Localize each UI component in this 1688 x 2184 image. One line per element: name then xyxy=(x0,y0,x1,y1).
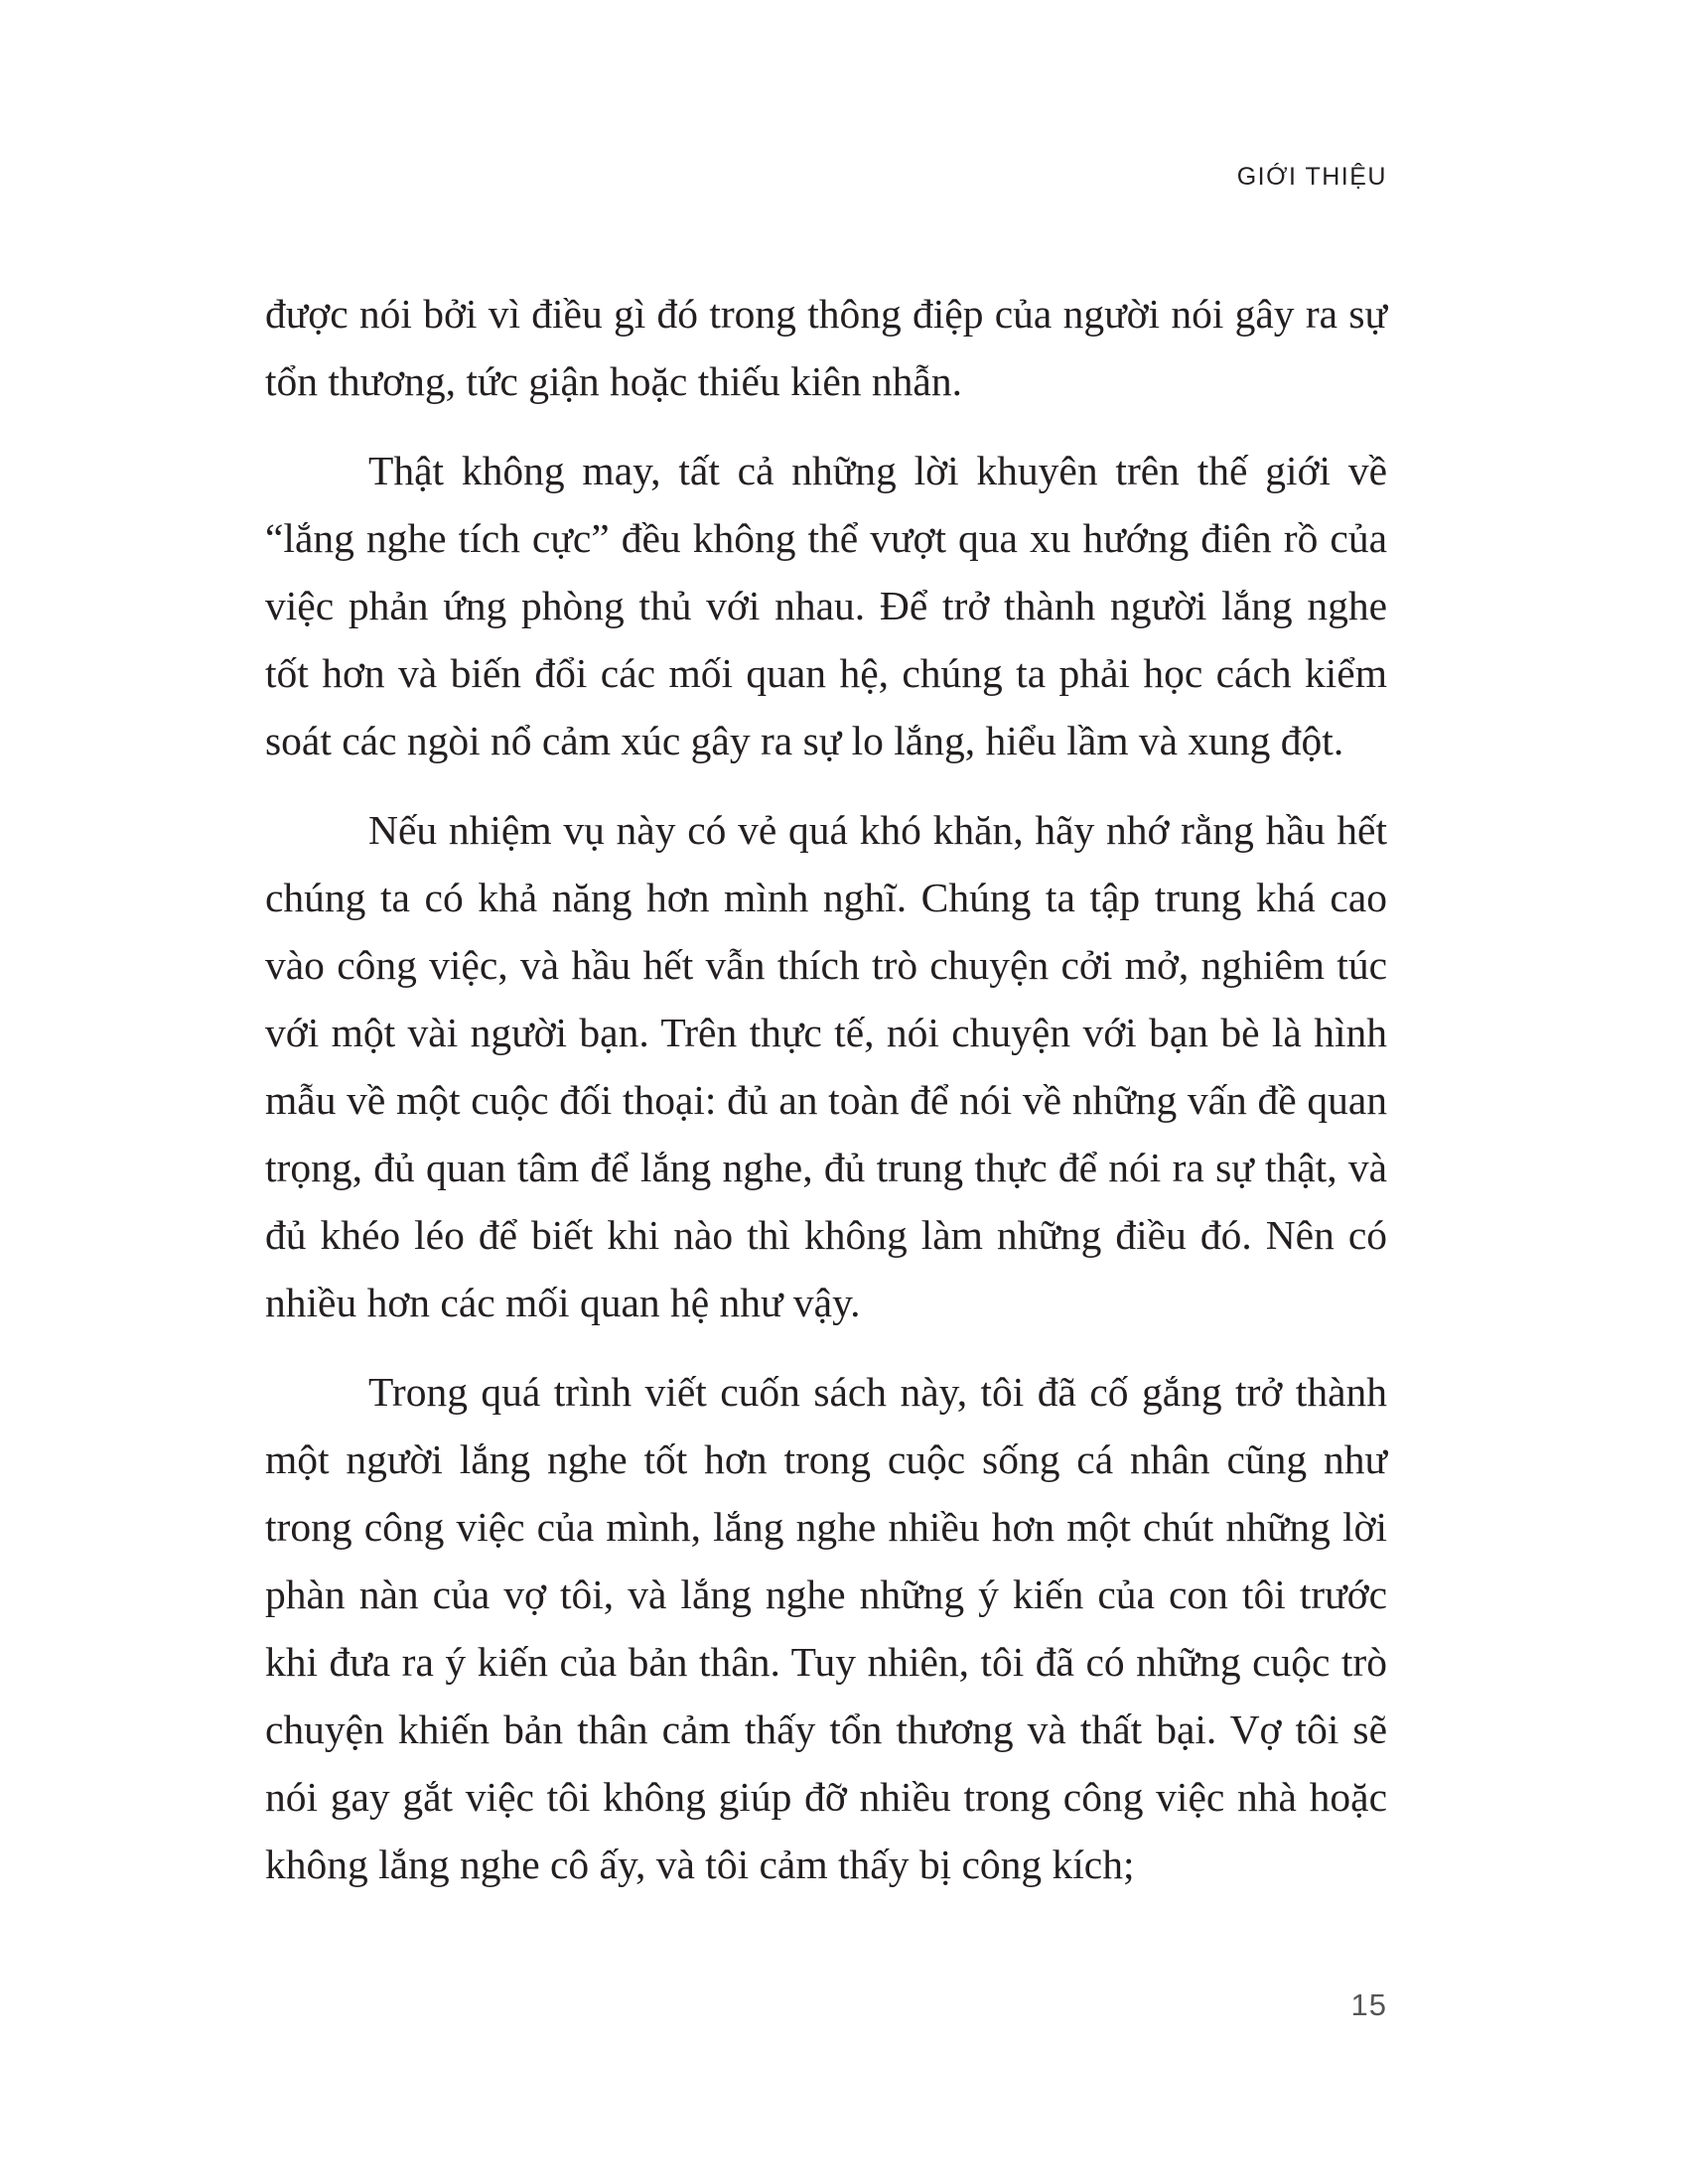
running-head-title: GIỚI THIỆU xyxy=(1236,163,1387,191)
paragraph: Thật không may, tất cả những lời khuyên trên thế giới về “lắng nghe tích cực” đều không thể vượt qua xu hướng điên rồ của việc phản ứng phòng thủ với nhau. Để trở thành người lắng nghe tốt hơn và biến đổi các mối quan hệ, chúng ta phải học cách kiểm soát các ngòi nổ cảm xúc gây ra sự lo lắng, hiểu lầm và xung đột. xyxy=(265,448,1387,763)
page-number: 15 xyxy=(1350,1987,1387,2022)
paragraph-continued: được nói bởi vì điều gì đó trong thông điệp của người nói gây ra sự tổn thương, tức giận hoặc thiếu kiên nhẫn. xyxy=(265,291,1387,404)
paragraph: Nếu nhiệm vụ này có vẻ quá khó khăn, hãy nhớ rằng hầu hết chúng ta có khả năng hơn mình nghĩ. Chúng ta tập trung khá cao vào công việc, và hầu hết vẫn thích trò chuyện cởi mở, nghiêm túc với một vài người bạn. Trên thực tế, nói chuyện với bạn bè là hình mẫu về một cuộc đối thoại: đủ an toàn để nói về những vấn đề quan trọng, đủ quan tâm để lắng nghe, đủ trung thực để nói ra sự thật, và đủ khéo léo để biết khi nào thì không làm những điều đó. Nên có nhiều hơn các mối quan hệ như vậy. xyxy=(265,807,1387,1325)
body-text xyxy=(265,280,1387,1920)
paragraph: Trong quá trình viết cuốn sách này, tôi đã cố gắng trở thành một người lắng nghe tốt hơn trong cuộc sống cá nhân cũng như trong công việc của mình, lắng nghe nhiều hơn một chút những lời phàn nàn của vợ tôi, và lắng nghe những ý kiến của con tôi trước khi đưa ra ý kiến của bản thân. Tuy nhiên, tôi đã có những cuộc trò chuyện khiến bản thân cảm thấy tổn thương và thất bại. Vợ tôi sẽ nói gay gắt việc tôi không giúp đỡ nhiều trong công việc nhà hoặc không lắng nghe cô ấy, và tôi cảm thấy bị công kích; xyxy=(265,1369,1387,1887)
